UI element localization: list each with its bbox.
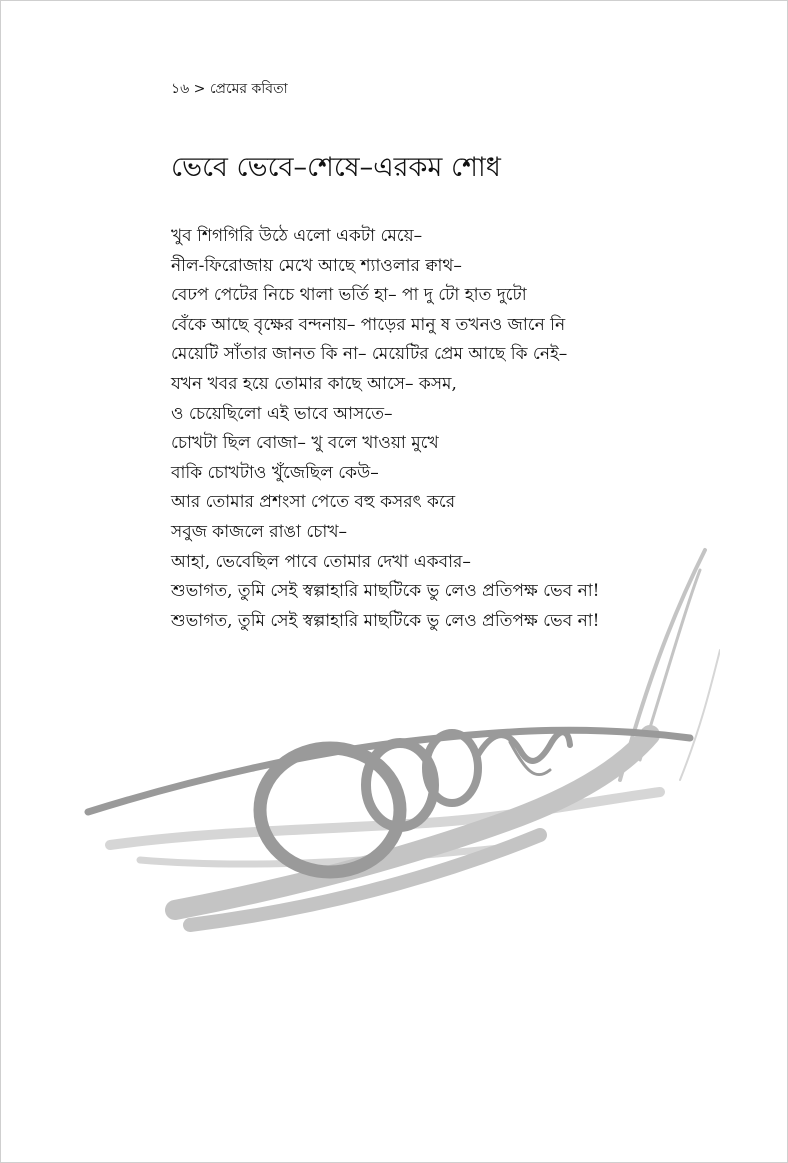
poem-line: বাকি চোখটাও খুঁজেছিল কেউ– [171,462,379,483]
poem-line: আহা, ভেবেছিল পাবে তোমার দেখা একবার– [171,551,471,572]
loop [260,748,400,872]
poem-line: মেয়েটি সাঁতার জানত কি না– মেয়েটির প্রেম আছে কি নেই– [171,344,568,365]
poem-line: বেঁকে আছে বৃক্ষের বন্দনায়– পাড়ের মানু ষ তখনও জানে নি [171,314,566,335]
tail-stroke [680,650,720,780]
poem-line: সবুজ কাজলে রাঙা চোখ– [171,521,347,542]
poem-line: ও চেয়েছিলো এই ভাবে আসতে– [171,403,393,424]
poem-line: চোখটা ছিল বোজা– খু বলে খাওয়া মুখে [171,433,439,454]
poem-line: শুভাগত, তুমি সেই স্বল্পাহারি মাছটিকে ভু লেও প্রতিপক্ষ ভেব না! [171,610,600,631]
running-header: ১৬ > প্রেমের কবিতা [171,81,288,97]
brush-stroke-fish-icon [80,530,720,950]
poem-line: খুব শিগগিরি উঠে এলো একটা মেয়ে– [171,226,423,246]
poem-line: বেঢপ পেটের নিচে থালা ভর্তি হা– পা দু টো হাত দুটো [171,285,527,306]
poem-line: আর তোমার প্রশংসা পেতে বহু কসরৎ করে [171,492,456,513]
poem-line: যখন খবর হয়ে তোমার কাছে আসে– কসম, [171,373,457,394]
flourish [478,732,570,761]
body-sweep [190,835,540,925]
poem-line: শুভাগত, তুমি সেই স্বল্পাহারি মাছটিকে ভু লেও প্রতিপক্ষ ভেব না! [171,581,600,602]
poem-title: ভেবে ভেবে–শেষে–এরকম শোধ [171,152,501,183]
poem-line: নীল-ফিরোজায় মেখে আছে শ্যাওলার ক্বাথ– [171,255,462,276]
